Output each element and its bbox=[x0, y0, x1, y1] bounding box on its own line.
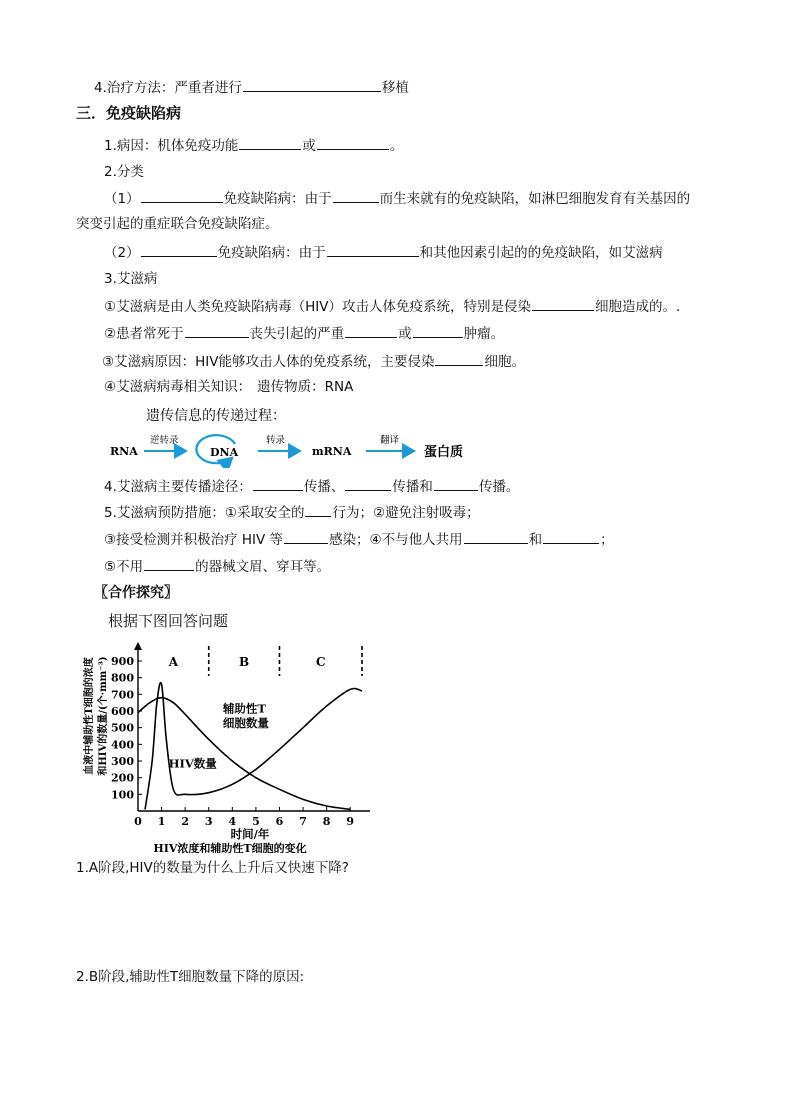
y-tick-label: 200 bbox=[111, 771, 134, 785]
text: 或 bbox=[398, 326, 412, 342]
y-tick-label: 600 bbox=[111, 705, 134, 718]
rt-label: 逆转录 bbox=[150, 435, 179, 446]
hiv-tcell-chart bbox=[76, 638, 376, 853]
blank bbox=[141, 243, 217, 257]
class1-line bbox=[104, 189, 690, 208]
x-tick-label: 5 bbox=[252, 815, 260, 828]
y-axis-arrow bbox=[134, 642, 142, 650]
info-flow-diagram bbox=[100, 428, 500, 468]
x-tick-label: 9 bbox=[346, 815, 355, 828]
aids-line4 bbox=[104, 378, 353, 396]
figure-intro: 根据下图回答问题 bbox=[108, 612, 229, 630]
text: （1） bbox=[104, 191, 140, 207]
rna-label: RNA bbox=[110, 445, 138, 458]
mrna-label: mRNA bbox=[312, 445, 352, 458]
text: 行为；②避免注射吸毒； bbox=[332, 505, 480, 521]
text: 传播、 bbox=[303, 479, 345, 495]
aids-line3 bbox=[102, 352, 525, 371]
x-tick-label: 1 bbox=[157, 815, 166, 828]
text: ⑤不用 bbox=[104, 559, 144, 575]
text: 。 bbox=[389, 138, 404, 154]
text: 肿瘤。 bbox=[463, 326, 505, 342]
text: 4.艾滋病主要传播途径： bbox=[104, 479, 252, 495]
blank bbox=[413, 324, 463, 338]
blank bbox=[532, 297, 594, 311]
text: 的器械文眉、穿耳等。 bbox=[195, 559, 331, 575]
x-tick-label: 6 bbox=[275, 815, 284, 828]
text: 感染；④不与他人共用 bbox=[329, 532, 463, 548]
tcell-label-2: 细胞数量 bbox=[222, 715, 269, 730]
y-tick-label: 500 bbox=[111, 721, 134, 735]
dna-label: DNA bbox=[210, 446, 239, 459]
blank bbox=[435, 352, 483, 366]
y-tick-label: 400 bbox=[111, 738, 134, 752]
class1-line-cont: 突变引起的重症联合免疫缺陷症。 bbox=[76, 216, 279, 232]
y-tick-label: 700 bbox=[111, 688, 134, 702]
blank bbox=[333, 189, 379, 203]
text: ③艾滋病原因：HIV能够攻击人体的免疫系统，主要侵染 bbox=[102, 354, 435, 370]
text: ②患者常死于 bbox=[104, 326, 184, 342]
text: 而生来就有的免疫缺陷，如淋巴细胞发育有关基因的 bbox=[379, 191, 691, 207]
stage-label: C bbox=[315, 655, 326, 669]
classification-line: 2.分类 bbox=[104, 164, 144, 180]
text: 免疫缺陷病：由于 bbox=[217, 245, 326, 261]
text: 免疫缺陷病：由于 bbox=[223, 191, 332, 207]
y-axis-title-1: 血液中辅助性T细胞的浓度 bbox=[84, 657, 95, 775]
x-tick-label: 4 bbox=[228, 815, 237, 828]
text: 丧失引起的严重 bbox=[249, 326, 345, 342]
blank bbox=[345, 477, 391, 491]
text: 传播。 bbox=[478, 479, 520, 495]
blank bbox=[317, 136, 389, 150]
section-heading: 三．免疫缺陷病 bbox=[76, 104, 182, 122]
stage-label: B bbox=[239, 655, 250, 669]
chart-title: HIV浓度和辅助性T细胞的变化 bbox=[153, 842, 307, 853]
text: ③接受检测并积极治疗 HIV 等 bbox=[104, 532, 284, 548]
blank bbox=[144, 557, 194, 571]
blank bbox=[327, 243, 419, 257]
question-2: 2.B阶段,辅助性T细胞数量下降的原因: bbox=[76, 969, 305, 985]
prevention-line bbox=[104, 503, 480, 522]
prevention-line3 bbox=[104, 557, 330, 576]
tr-label: 转录 bbox=[266, 435, 286, 446]
x-axis-title: 时间/年 bbox=[230, 827, 270, 841]
cause-line bbox=[104, 136, 403, 155]
treatment-line bbox=[94, 78, 409, 97]
y-tick-label: 800 bbox=[111, 671, 134, 685]
blank bbox=[141, 189, 223, 203]
text: 传播和 bbox=[392, 479, 433, 495]
text: 4.治疗方法：严重者进行 bbox=[94, 80, 242, 96]
text: ④艾滋病病毒相关知识： bbox=[104, 379, 252, 395]
x-tick-label: 3 bbox=[204, 815, 213, 828]
transmission-line bbox=[104, 477, 519, 496]
blank bbox=[305, 503, 331, 517]
text: 5.艾滋病预防措施：①采取安全的 bbox=[104, 505, 305, 521]
y-axis-title-2: 和HIV的数量/(个·mm⁻³) bbox=[98, 656, 109, 776]
text: 和 bbox=[528, 532, 543, 548]
aids-line2 bbox=[104, 324, 504, 343]
y-tick-label: 100 bbox=[111, 788, 134, 802]
x-tick-label: 2 bbox=[181, 815, 189, 828]
class2-line bbox=[104, 243, 663, 262]
aids-line1 bbox=[104, 297, 680, 316]
text: 细胞造成的。. bbox=[594, 299, 681, 315]
text: 或 bbox=[302, 138, 316, 154]
x-tick-label: 7 bbox=[299, 815, 307, 828]
text: 细胞。 bbox=[484, 354, 525, 370]
text: ①艾滋病是由人类免疫缺陷病毒（HIV）攻击人体免疫系统，特别是侵染 bbox=[104, 299, 531, 315]
tl-label: 翻译 bbox=[380, 435, 400, 446]
text: 和其他因素引起的的免疫缺陷，如艾滋病 bbox=[419, 245, 663, 261]
y-tick-label: 900 bbox=[111, 655, 134, 668]
text: 1.病因：机体免疫功能 bbox=[104, 138, 239, 154]
text: 遗传物质：RNA bbox=[257, 379, 354, 395]
prevention-line2 bbox=[104, 530, 614, 549]
blank bbox=[464, 530, 528, 544]
blank bbox=[253, 477, 303, 491]
x-tick-label: 0 bbox=[134, 815, 142, 828]
coop-heading: 〖合作探究〗 bbox=[94, 585, 178, 601]
blank bbox=[239, 136, 301, 150]
text: （2） bbox=[104, 245, 140, 261]
transfer-heading: 遗传信息的传递过程： bbox=[146, 408, 286, 424]
blank bbox=[284, 530, 328, 544]
x-tick-label: 8 bbox=[322, 815, 331, 828]
aids-heading: 3.艾滋病 bbox=[104, 271, 158, 287]
blank bbox=[543, 530, 599, 544]
blank bbox=[345, 324, 397, 338]
blank bbox=[185, 324, 249, 338]
tcell-label-1: 辅助性T bbox=[222, 701, 266, 716]
y-tick-label: 300 bbox=[111, 755, 134, 768]
question-1: 1.A阶段,HIV的数量为什么上升后又快速下降? bbox=[76, 860, 349, 876]
blank bbox=[243, 78, 381, 92]
stage-label: A bbox=[168, 655, 179, 669]
text: 移植 bbox=[381, 80, 409, 96]
text: ； bbox=[600, 532, 614, 548]
protein-label: 蛋白质 bbox=[424, 445, 464, 460]
blank bbox=[434, 477, 478, 491]
hiv-label: HIV数量 bbox=[168, 756, 217, 771]
